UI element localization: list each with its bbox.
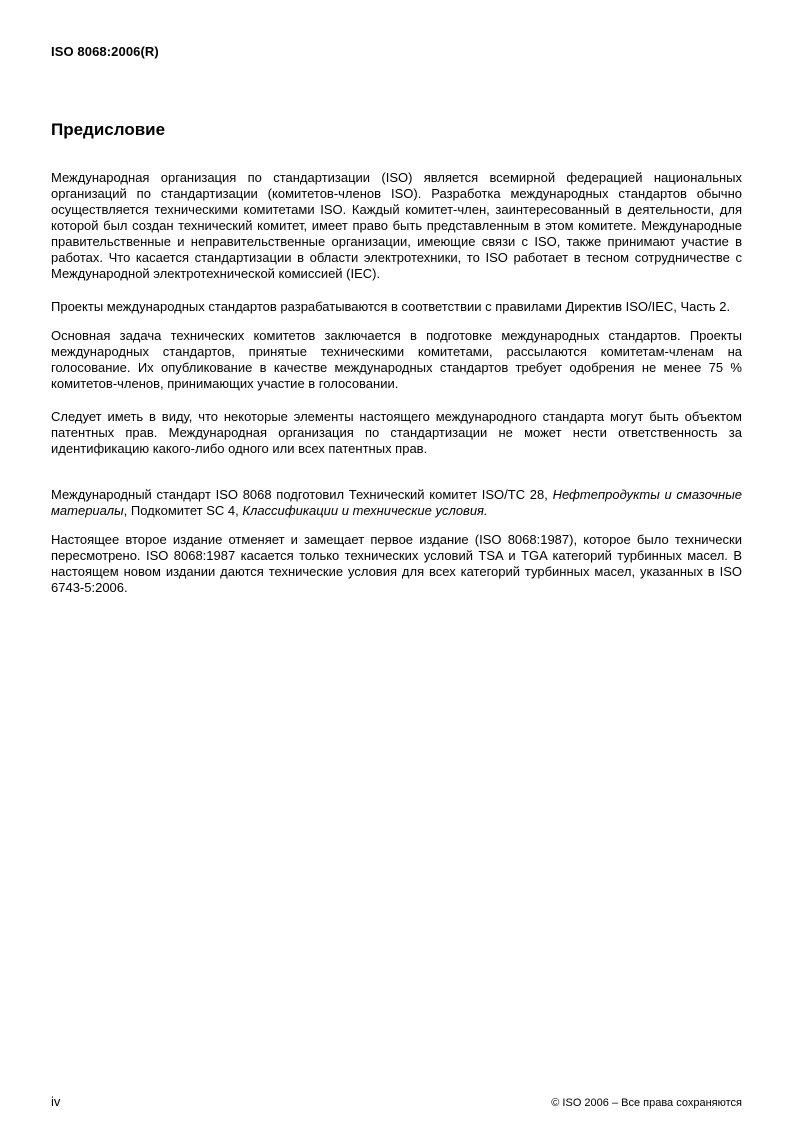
paragraph-second-edition: Настоящее второе издание отменяет и замещает первое издание (ISO 8068:1987), которое было технически пересмотрено. ISO 8068:1987 касается только технических условий TSA и TGA категорий турбинных масел. В настоящем новом издании даются технические условия для всех категорий турбинных масел, указанных в ISO 6743-5:2006. bbox=[51, 532, 742, 595]
page-number: iv bbox=[51, 1094, 61, 1109]
paragraph-committee-credit-italic-2: Классификации и технические условия. bbox=[242, 503, 488, 518]
page-footer bbox=[51, 1094, 742, 1109]
paragraph-directives: Проекты международных стандартов разрабатываются в соответствии с правилами Директив ISO/IEC, Часть 2. bbox=[51, 299, 731, 314]
paragraph-committee-credit-text-2: , Подкомитет SC 4, bbox=[123, 503, 243, 518]
paragraph-patent-rights: Следует иметь в виду, что некоторые элементы настоящего международного стандарта могут быть объектом патентных прав. Международная организация по стандартизации не может нести ответственность за идентификацию какого-либо одного или всех патентных прав. bbox=[51, 409, 742, 456]
document-number-header: ISO 8068:2006(R) bbox=[51, 44, 159, 59]
paragraph-committee-credit-text-1: Международный стандарт ISO 8068 подготовил Технический комитет ISO/TC 28, bbox=[51, 487, 553, 502]
paragraph-committee-credit bbox=[51, 487, 742, 519]
copyright-notice: © ISO 2006 – Все права сохраняются bbox=[551, 1097, 742, 1109]
paragraph-iso-federation: Международная организация по стандартизации (ISO) является всемирной федерацией национальных организаций по стандартизации (комитетов-членов ISO). Разработка международных стандартов обычно осуществляется техническими комитетами ISO. Каждый комитет-член, заинтересованный в деятельности, для которой был создан технический комитет, имеет право быть представленным в этом комитете. Международные правительственные и неправительственные организации, имеющие связи с ISO, также принимают участие в работах. Что касается стандартизации в области электротехники, то ISO работает в тесном сотрудничестве с Международной электротехнической комиссией (IEC). bbox=[51, 170, 742, 281]
paragraph-committee-task: Основная задача технических комитетов заключается в подготовке международных стандартов. Проекты международных стандартов, принятые техническими комитетами, рассылаются комитетам-членам на голосование. Их опубликование в качестве международных стандартов требует одобрения не менее 75 % комитетов-членов, принимающих участие в голосовании. bbox=[51, 328, 742, 391]
page-content bbox=[51, 120, 742, 596]
page-title: Предисловие bbox=[51, 120, 166, 139]
paragraph-committee-credit-italic-1: Нефтепродукты и смазочные материалы bbox=[51, 487, 742, 518]
